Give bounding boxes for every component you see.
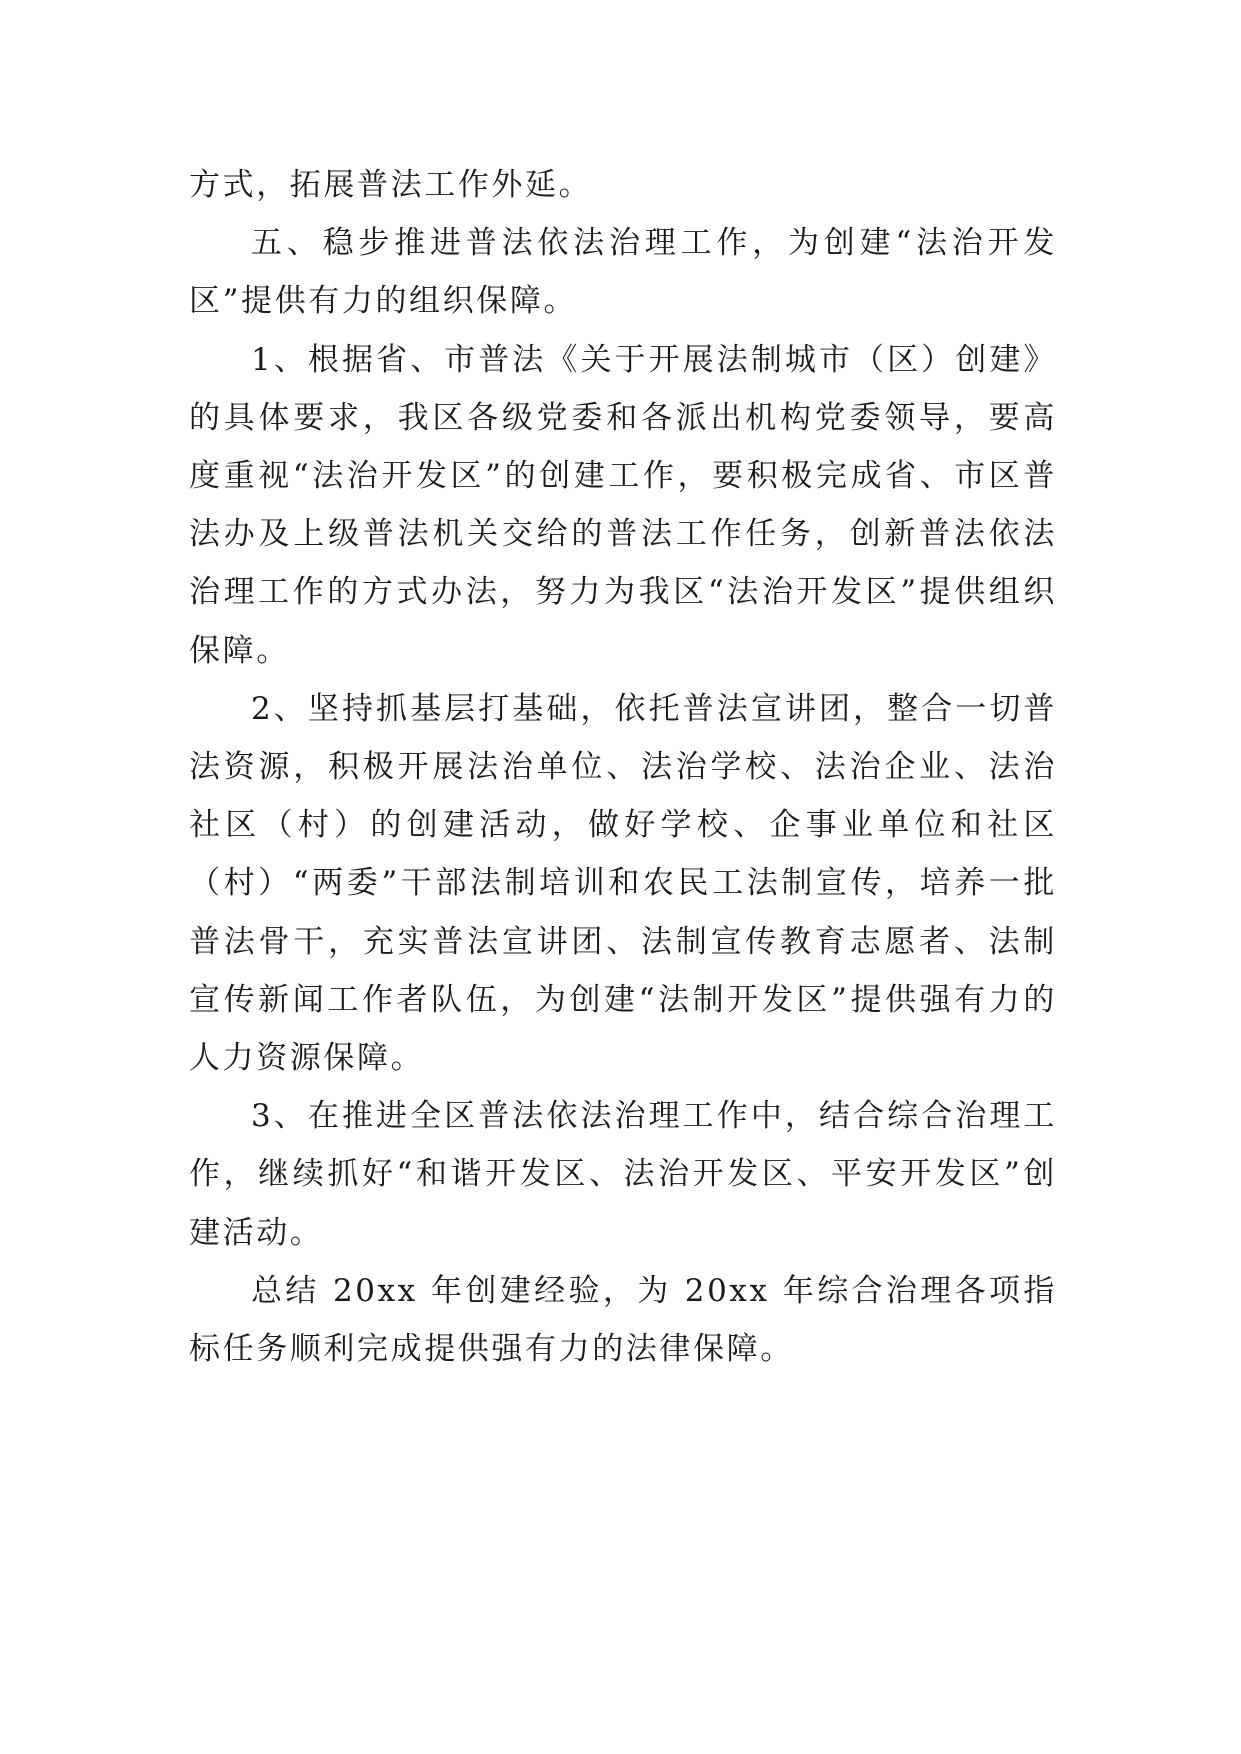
paragraph-section-five-heading: 五、稳步推进普法依法治理工作，为创建“法治开发区”提供有力的组织保障。 [189, 225, 1057, 320]
document-body [189, 156, 1057, 1378]
paragraph-item-2: 2、坚持抓基层打基础，依托普法宣讲团，整合一切普法资源，积极开展法治单位、法治学校、法治企业、法治社区（村）的创建活动，做好学校、企事业单位和社区（村）“两委”干部法制培训和农民工法制宣传，培养一批普法骨干，充实普法宣讲团、法制宣传教育志愿者、法制宣传新闻工作者队伍，为创建“法制开发区”提供强有力的人力资源保障。 [189, 690, 1057, 1077]
paragraph-item-1: 1、根据省、市普法《关于开展法制城市（区）创建》的具体要求，我区各级党委和各派出机构党委领导，要高度重视“法治开发区”的创建工作，要积极完成省、市区普法办及上级普法机关交给的普法工作任务，创新普法依法治理工作的方式办法，努力为我区“法治开发区”提供组织保障。 [189, 341, 1057, 669]
paragraph-item-3: 3、在推进全区普法依法治理工作中，结合综合治理工作，继续抓好“和谐开发区、法治开发区、平安开发区”创建活动。 [189, 1098, 1057, 1251]
paragraph-continuation: 方式，拓展普法工作外延。 [189, 167, 593, 203]
paragraph-summary: 总结 20xx 年创建经验，为 20xx 年综合治理各项指标任务顺利完成提供强有力的法律保障。 [189, 1272, 1057, 1368]
